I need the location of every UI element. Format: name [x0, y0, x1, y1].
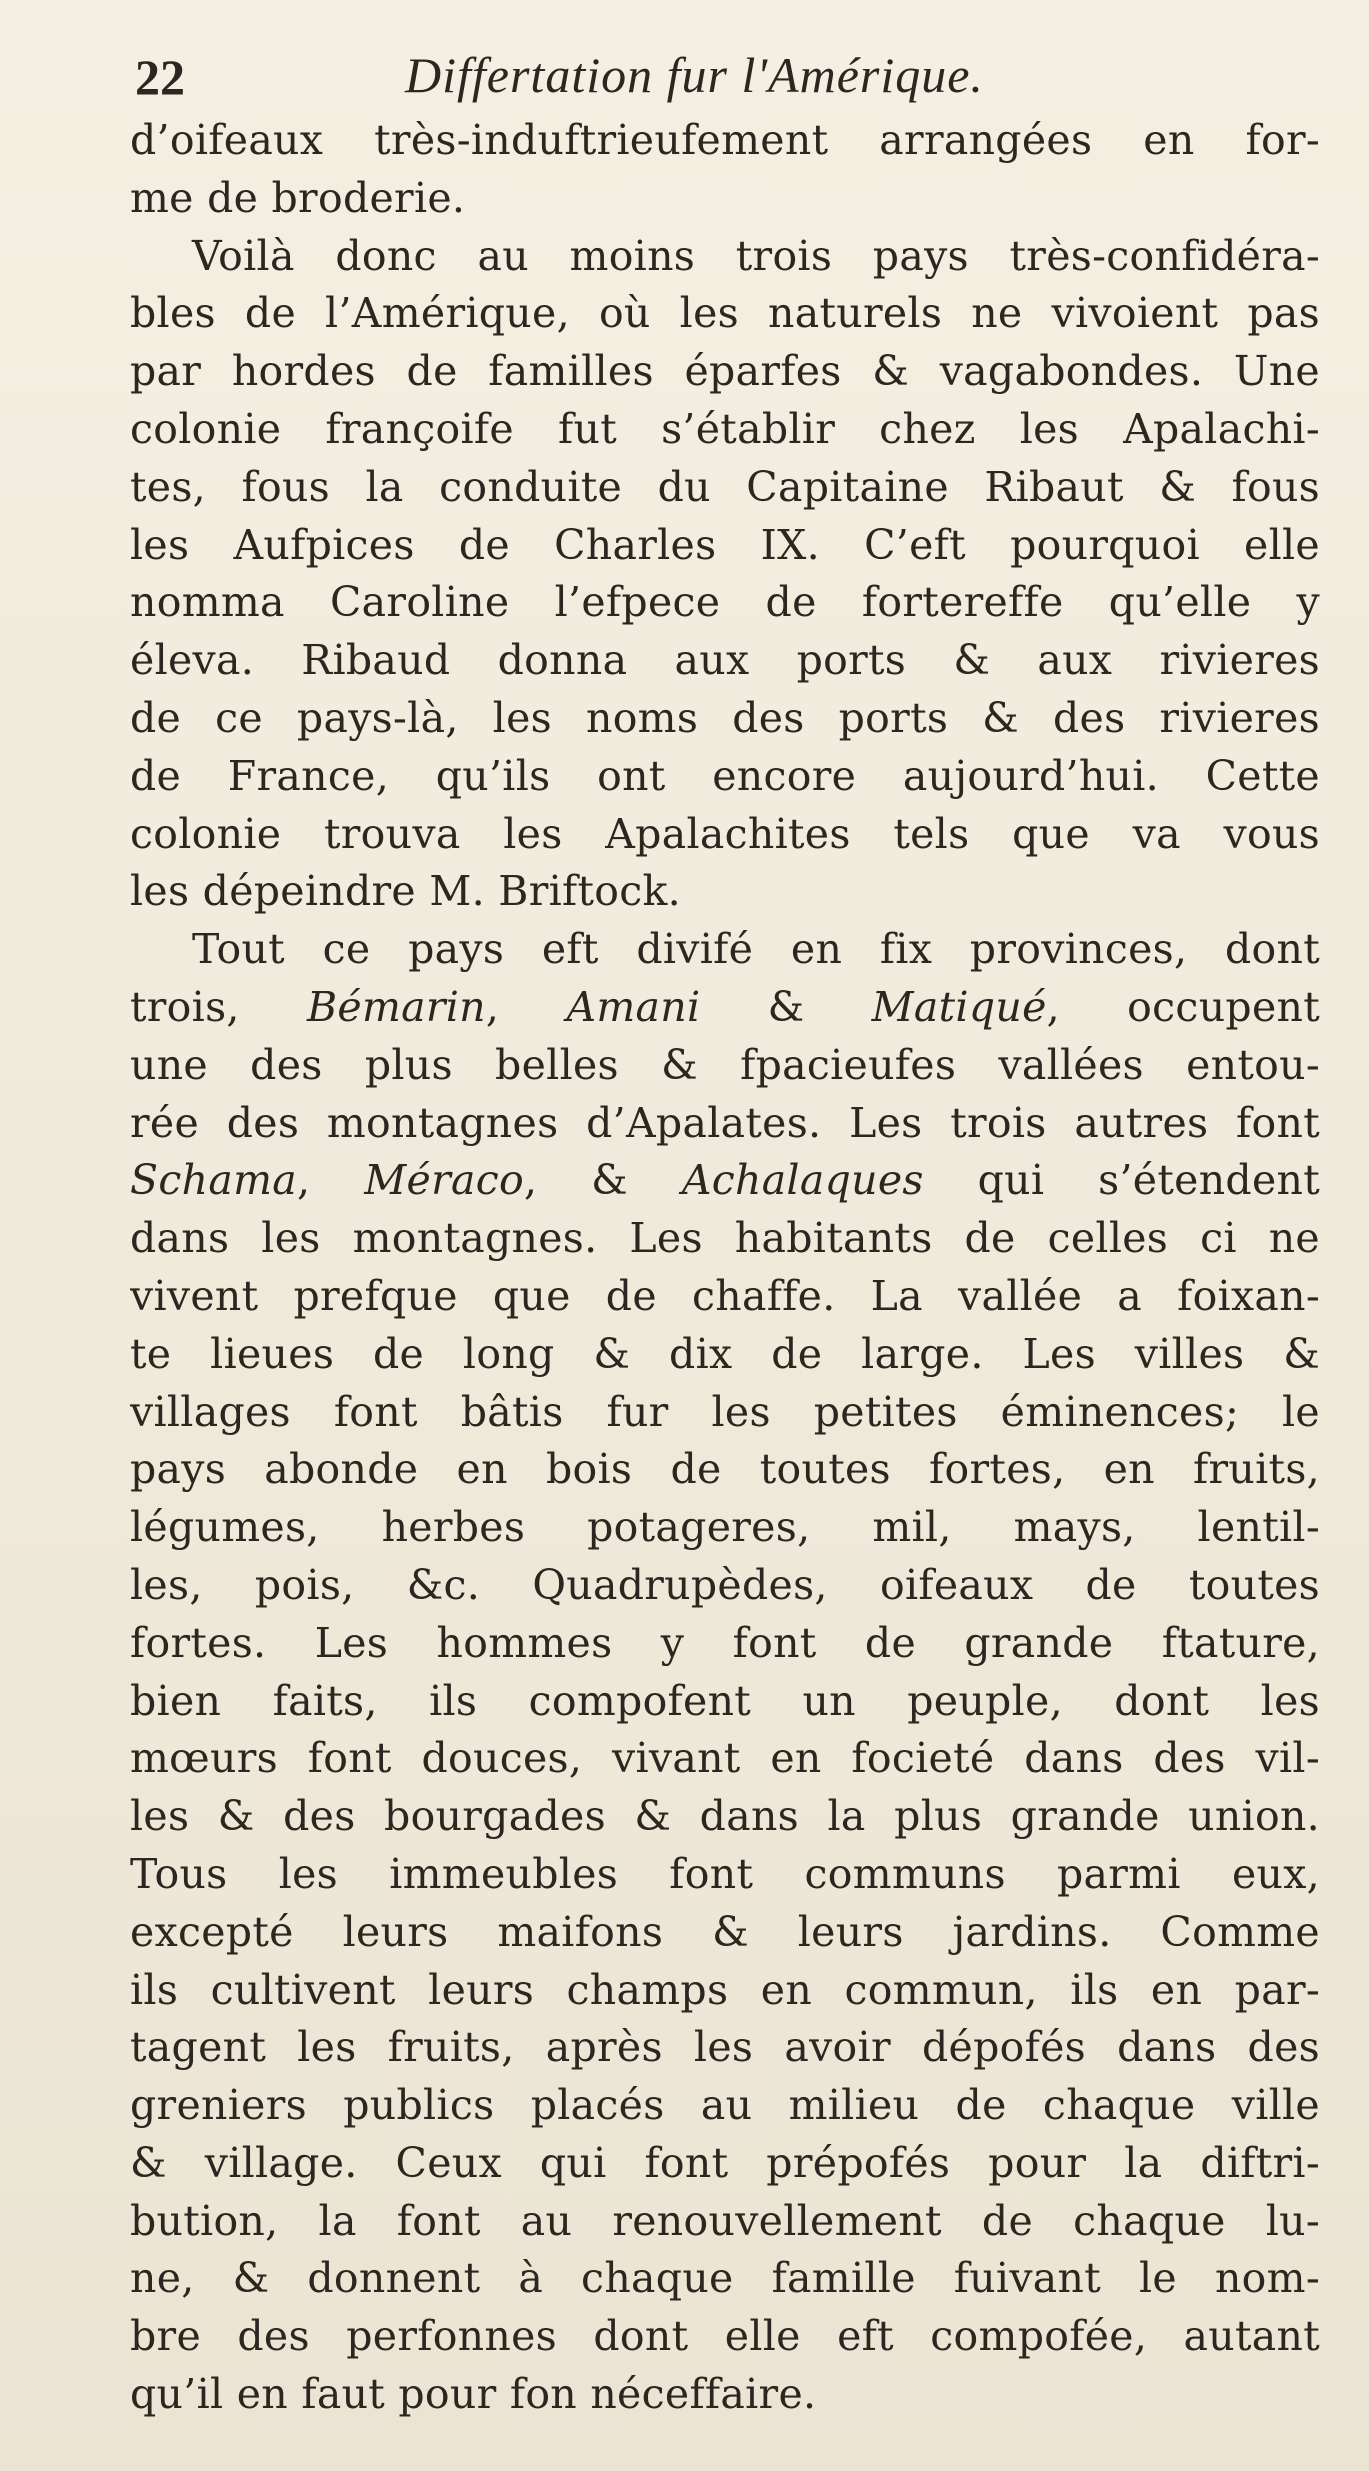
text-run: qui s’étendent — [923, 1156, 1320, 1205]
text-run: & — [700, 982, 872, 1031]
text-line: les Aufpices de Charles IX. C’eft pourquoi elle — [130, 520, 1320, 569]
text-run: , — [297, 1156, 365, 1205]
text-line: une des plus belles & fpacieufes vallées entou- — [130, 1040, 1320, 1089]
text-line: par hordes de familles éparfes & vagabondes. Une — [130, 347, 1320, 396]
text-line: greniers publics placés au milieu de chaque ville — [130, 2081, 1320, 2130]
text-run: , occupent — [1046, 982, 1320, 1031]
text-line: les, pois, &c. Quadrupèdes, oifeaux de toutes — [130, 1560, 1320, 1609]
text-line: bles de l’Amérique, où les naturels ne vivoient pas — [130, 289, 1320, 338]
text-line — [130, 1152, 1320, 1210]
text-line: d’oifeaux très-induftrieufement arrangées en for- — [130, 116, 1320, 164]
text-line: ne, & donnent à chaque famille fuivant le nom- — [130, 2254, 1320, 2303]
text-line: me de broderie. — [130, 173, 466, 222]
text-line: de France, qu’ils ont encore aujourd’hui. Cette — [130, 751, 1320, 800]
running-head: Differtation fur l'Amérique. — [405, 47, 984, 103]
text-line: Tout ce pays eft divifé en fix provinces, dont — [192, 925, 1320, 974]
province-name: Méraco — [364, 1156, 524, 1205]
text-run: , & — [523, 1156, 682, 1205]
page-number: 22 — [135, 49, 185, 105]
text-line: te lieues de long & dix de large. Les villes & — [130, 1329, 1320, 1378]
text-line: légumes, herbes potageres, mil, mays, lentil- — [130, 1503, 1320, 1552]
text-line: qu’il en faut pour fon néceffaire. — [130, 2370, 817, 2419]
text-line: excepté leurs maifons & leurs jardins. Comme — [130, 1907, 1320, 1956]
text-run: trois, — [130, 982, 307, 1031]
province-name: Amani — [566, 982, 701, 1031]
text-line: pays abonde en bois de toutes fortes, en fruits, — [130, 1445, 1320, 1494]
text-line: rée des montagnes d’Apalates. Les trois autres font — [130, 1098, 1320, 1147]
province-name: Bémarin — [306, 982, 486, 1031]
text-line: tagent les fruits, après les avoir dépofés dans des — [130, 2023, 1320, 2072]
text-line: bution, la font au renouvellement de chaque lu- — [130, 2196, 1320, 2245]
text-run: , — [485, 982, 567, 1031]
page-header — [135, 42, 1315, 112]
text-line: Tous les immeubles font communs parmi eux, — [130, 1849, 1320, 1898]
text-line: éleva. Ribaud donna aux ports & aux rivieres — [130, 636, 1320, 685]
text-line: bien faits, ils compofent un peuple, dont les — [130, 1676, 1320, 1725]
province-name: Achalaques — [681, 1156, 924, 1205]
text-line: colonie françoife fut s’établir chez les Apalachi- — [130, 404, 1320, 453]
province-name: Schama — [130, 1156, 298, 1205]
text-line: Voilà donc au moins trois pays très-confidéra- — [192, 231, 1320, 280]
text-line: colonie trouva les Apalachites tels que va vous — [130, 809, 1320, 858]
text-line: villages font bâtis fur les petites éminences; le — [130, 1387, 1320, 1436]
province-name: Matiqué — [871, 982, 1047, 1031]
text-line: ils cultivent leurs champs en commun, ils en par- — [130, 1965, 1320, 2014]
text-line: dans les montagnes. Les habitants de celles ci ne — [130, 1214, 1320, 1263]
text-line: les dépeindre M. Briftock. — [130, 867, 681, 916]
text-line: & village. Ceux qui font prépofés pour la diftri- — [130, 2138, 1320, 2187]
text-line: nomma Caroline l’efpece de fortereffe qu’elle y — [130, 578, 1320, 627]
text-line: tes, fous la conduite du Capitaine Ribaut & fous — [130, 462, 1320, 511]
text-line: les & des bourgades & dans la plus grande union. — [130, 1792, 1320, 1841]
text-line: fortes. Les hommes y font de grande ftature, — [130, 1618, 1320, 1667]
text-line: bre des perfonnes dont elle eft compofée, autant — [130, 2312, 1320, 2361]
body-text — [130, 112, 1320, 2424]
text-line: vivent prefque que de chaffe. La vallée a foixan- — [130, 1271, 1320, 1320]
text-line: de ce pays-là, les noms des ports & des rivieres — [130, 693, 1320, 742]
text-line: mœurs font douces, vivant en focieté dans des vil- — [130, 1734, 1320, 1783]
text-line — [130, 979, 1320, 1037]
